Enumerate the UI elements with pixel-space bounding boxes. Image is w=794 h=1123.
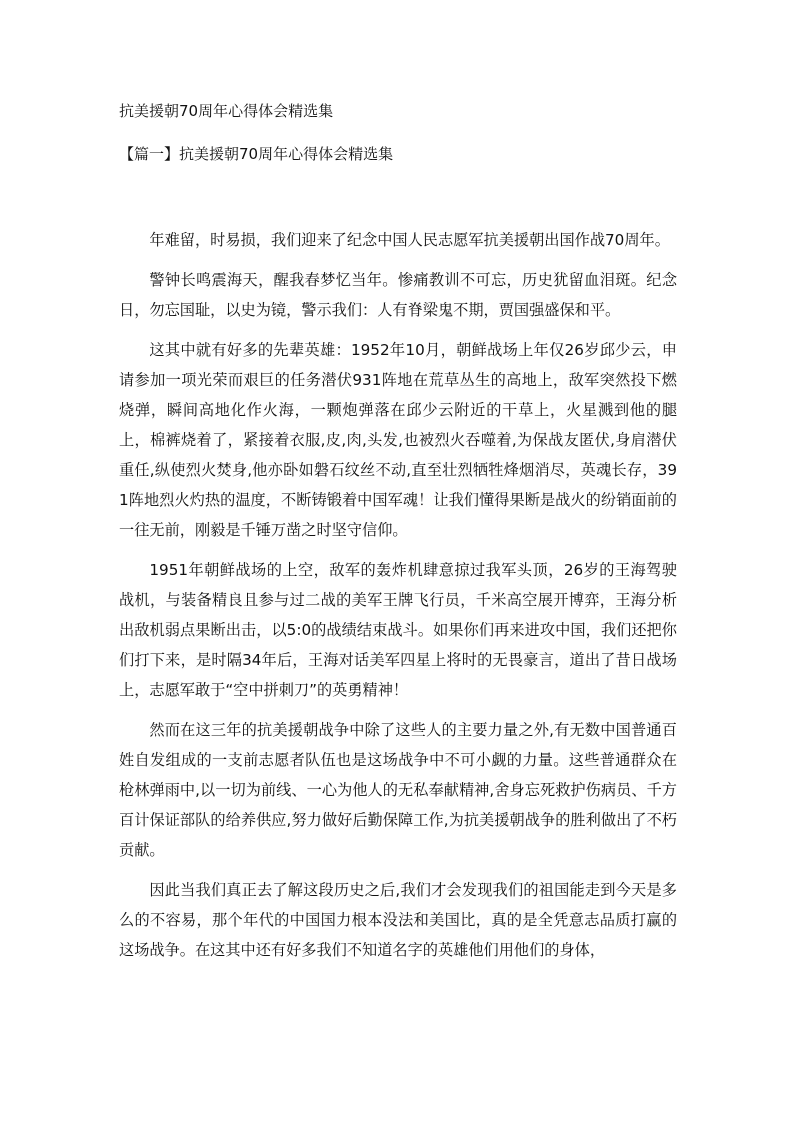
paragraph-4: 1951年朝鲜战场的上空，敌军的轰炸机肆意掠过我军头顶，26岁的王海驾驶战机，与装备精良且参与过二战的美军王牌飞行员，千米高空展开博弈，王海分析出敌机弱点果断出击，以5:0的战绩结束战斗。如果你们再来进攻中国，我们还把你们打下来，是时隔34年后，王海对话美军四星上将时的无畏豪言，道出了昔日战场上，志愿军敢于“空中拼刺刀”的英勇精神！ xyxy=(119,561,677,699)
document-body xyxy=(119,225,677,975)
section-heading: 【篇一】抗美援朝70周年心得体会精选集 xyxy=(119,145,394,163)
document-title: 抗美援朝70周年心得体会精选集 xyxy=(119,102,334,120)
paragraph-2: 警钟长鸣震海天，醒我春梦忆当年。惨痛教训不可忘，历史犹留血泪斑。纪念日，勿忘国耻，以史为镜，警示我们：人有脊梁鬼不期，贾国强盛保和平。 xyxy=(119,271,677,319)
paragraph-1: 年难留，时易损，我们迎来了纪念中国人民志愿军抗美援朝出国作战70周年。 xyxy=(149,231,670,249)
paragraph-6: 因此当我们真正去了解这段历史之后,我们才会发现我们的祖国能走到今天是多么的不容易，那个年代的中国国力根本没法和美国比，真的是全凭意志品质打赢的这场战争。在这其中还有好多我们不知道名字的英雄他们用他们的身体， xyxy=(119,881,677,959)
paragraph-5: 然而在这三年的抗美援朝战争中除了这些人的主要力量之外,有无数中国普通百姓自发组成的一支前志愿者队伍也是这场战争中不可小觑的力量。这些普通群众在枪林弹雨中,以一切为前线、一心为他人的无私奉献精神,舍身忘死救护伤病员、千方百计保证部队的给养供应,努力做好后勤保障工作,为抗美援朝战争的胜利做出了不朽贡献。 xyxy=(119,721,677,859)
paragraph-3: 这其中就有好多的先辈英雄：1952年10月，朝鲜战场上年仅26岁邱少云，申请参加一项光荣而艰巨的任务潜伏931阵地在荒草丛生的高地上，敌军突然投下燃烧弹，瞬间高地化作火海，一颗炮弹落在邱少云附近的干草上，火星溅到他的腿上，棉裤烧着了，紧接着衣服,皮,肉,头发,也被烈火吞噬着,为保战友匿伏,身肩潜伏重任,纵使烈火焚身,他亦卧如磐石纹丝不动,直至壮烈牺牲烽烟消尽，英魂长存，391阵地烈火灼热的温度，不断铸锻着中国军魂！让我们懂得果断是战火的纷销面前的一往无前，刚毅是千锤万凿之时坚守信仰。 xyxy=(119,341,677,539)
